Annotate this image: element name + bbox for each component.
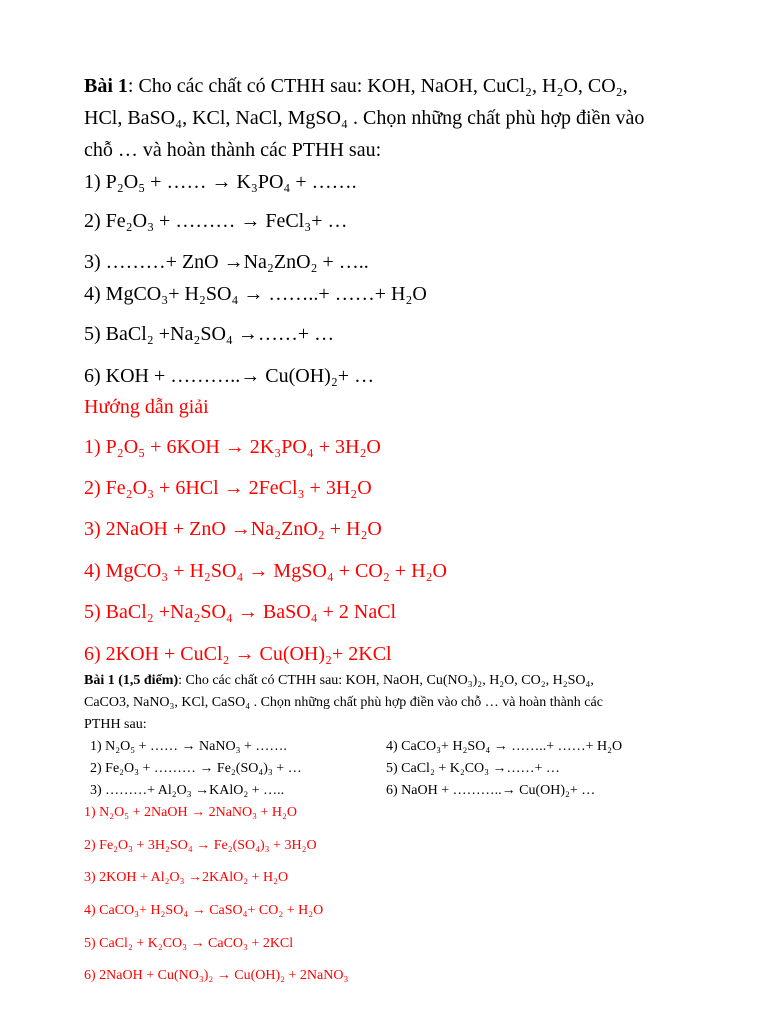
exercise2-answer-4: 4) CaCO₃+ H₂SO₄ → CaSO₄+ CO₂ + H₂O [84,903,324,918]
exercise1-intro-line-1 [84,72,628,100]
exercise1-answer-5: 5) BaCl₂ +Na₂SO₄ → BaSO₄ + 2 NaCl [84,601,397,623]
exercise2-intro-line-2: CaCO3, NaNO₃, KCl, CaSO₄ . Chọn những chất phù hợp điền vào chỗ … và hoàn thành các [84,695,603,710]
exercise2-question-5: 5) CaCl₂ + K₂CO₃ →……+ … [386,761,560,776]
exercise2-question-6: 6) NaOH + ………..→ Cu(OH)₂+ … [386,783,596,798]
exercise1-answer-6: 6) 2KOH + CuCl₂ → Cu(OH)₂+ 2KCl [84,643,392,665]
exercise2-intro-text: : Cho các chất có CTHH sau: KOH, NaOH, Cu(NO₃)₂, H₂O, CO₂, H₂SO₄, [178,673,594,688]
exercise2-answer-6: 6) 2NaOH + Cu(NO₃)₂ → Cu(OH)₂ + 2NaNO₃ [84,968,349,983]
exercise1-answer-2: 2) Fe₂O₃ + 6HCl → 2FeCl₃ + 3H₂O [84,477,372,499]
exercise1-answer-4: 4) MgCO₃ + H₂SO₄ → MgSO₄ + CO₂ + H₂O [84,560,447,582]
exercise2-title: Bài 1 (1,5 điểm) [84,673,179,688]
guide-heading: Hướng dẫn giải [84,396,209,418]
exercise2-question-4: 4) CaCO₃+ H₂SO₄ → ……..+ ……+ H₂O [386,739,623,754]
exercise1-question-3: 3) ………+ ZnO →Na₂ZnO₂ + ….. [84,251,369,273]
exercise1-question-2: 2) Fe₂O₃ + ……… → FeCl₃+ … [84,210,348,232]
exercise2-intro-line-3: PTHH sau: [84,717,147,732]
exercise1-intro-line-2: HCl, BaSO₄, KCl, NaCl, MgSO₄ . Chọn những chất phù hợp điền vào [84,107,645,129]
exercise2-question-1: 1) N₂O₅ + …… → NaNO₃ + ……. [90,739,287,754]
exercise1-question-6: 6) KOH + ………..→ Cu(OH)₂+ … [84,365,375,387]
exercise2-intro-line-1 [84,671,594,691]
exercise2-answer-5: 5) CaCl₂ + K₂CO₃ → CaCO₃ + 2KCl [84,936,294,951]
exercise1-answer-3: 3) 2NaOH + ZnO →Na₂ZnO₂ + H₂O [84,518,382,540]
exercise2-question-3: 3) ………+ Al₂O₃ →KAlO₂ + ….. [90,783,285,798]
exercise1-question-5: 5) BaCl₂ +Na₂SO₄ →……+ … [84,323,335,345]
exercise2-answer-2: 2) Fe₂O₃ + 3H₂SO₄ → Fe₂(SO₄)₃ + 3H₂O [84,838,317,853]
exercise2-answer-3: 3) 2KOH + Al₂O₃ →2KAlO₂ + H₂O [84,870,289,885]
exercise1-answer-1: 1) P₂O₅ + 6KOH → 2K₃PO₄ + 3H₂O [84,436,381,458]
exercise1-title: Bài 1 [84,75,128,97]
exercise1-intro-line-3: chỗ … và hoàn thành các PTHH sau: [84,139,382,161]
exercise2-question-2: 2) Fe₂O₃ + ……… → Fe₂(SO₄)₃ + … [90,761,302,776]
exercise1-intro-text: : Cho các chất có CTHH sau: KOH, NaOH, CuCl₂, H₂O, CO₂, [127,75,628,97]
exercise1-question-1: 1) P₂O₅ + …… → K₃PO₄ + ……. [84,171,357,193]
exercise2-answer-1: 1) N₂O₅ + 2NaOH → 2NaNO₃ + H₂O [84,805,298,820]
exercise1-question-4: 4) MgCO₃+ H₂SO₄ → ……..+ ……+ H₂O [84,283,427,305]
